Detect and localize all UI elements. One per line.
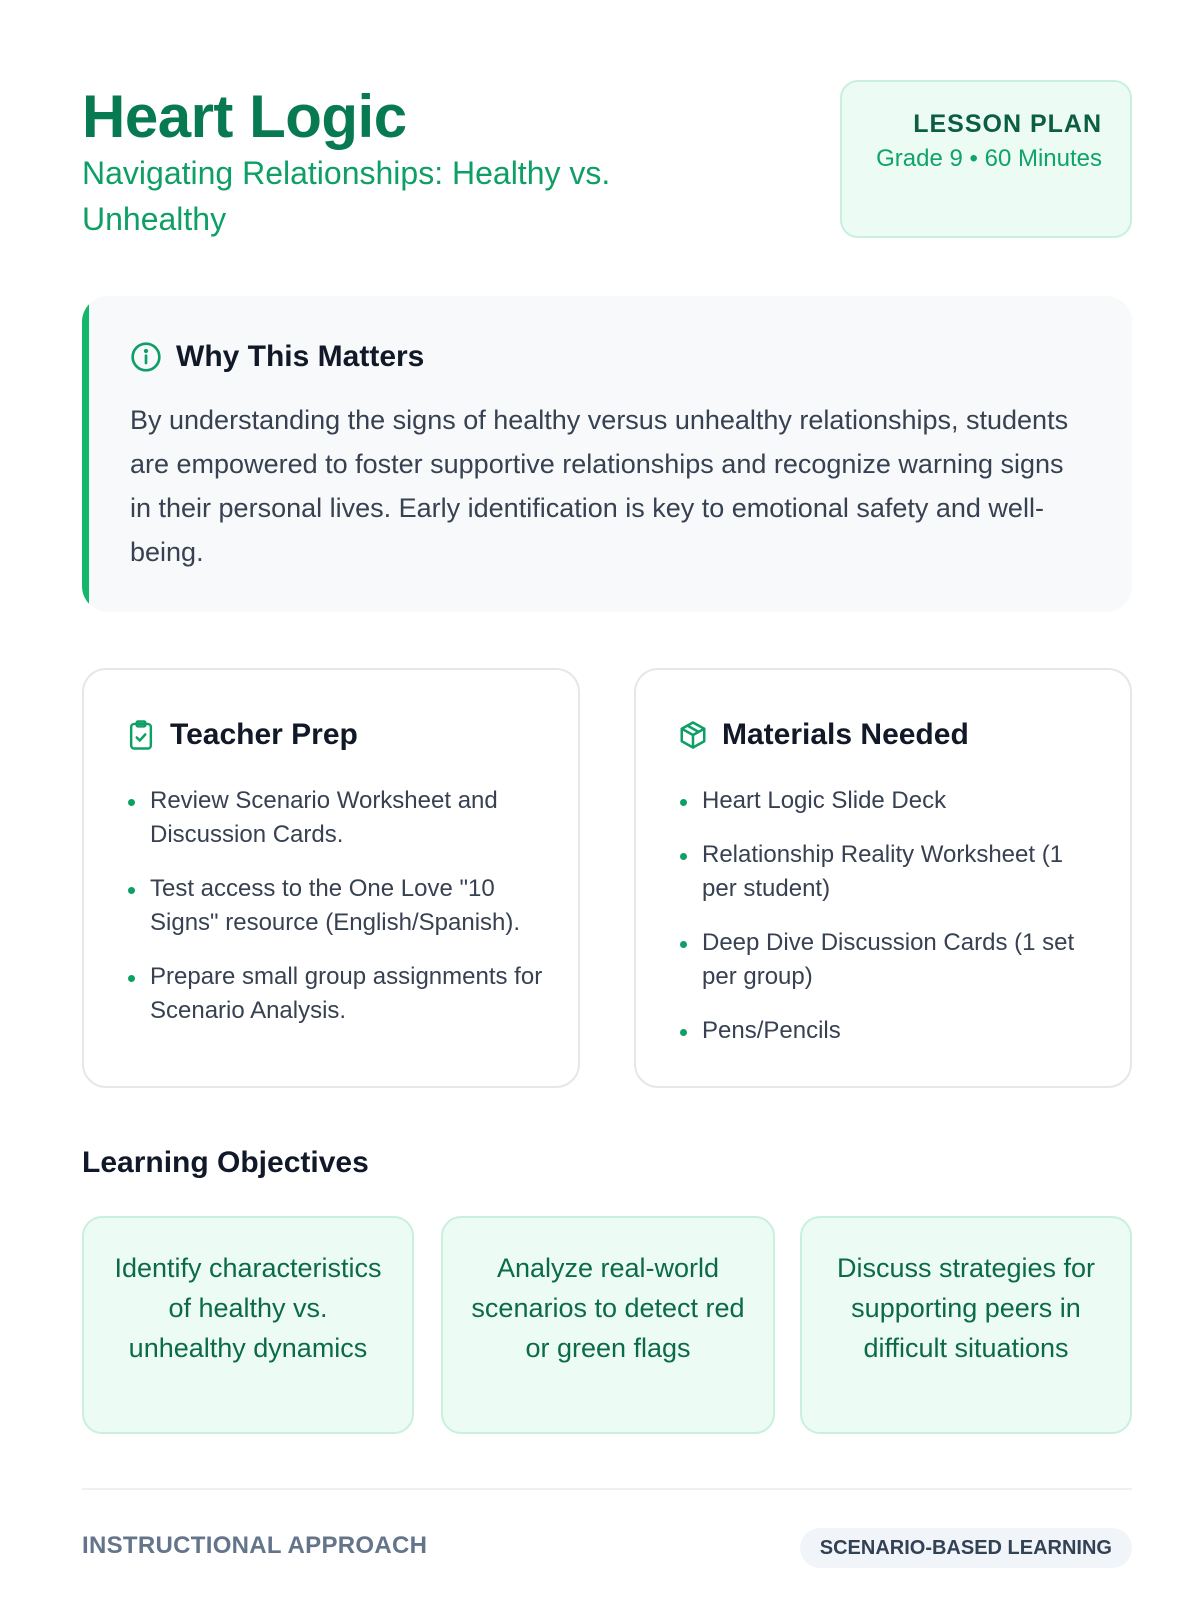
badge-title: LESSON PLAN — [913, 110, 1102, 138]
list-item: Test access to the One Love "10 Signs" resource (English/Spanish). — [126, 872, 546, 940]
lesson-plan-badge — [840, 80, 1132, 238]
teacher-prep-title: Teacher Prep — [170, 718, 358, 751]
why-header — [130, 340, 424, 374]
why-this-matters-panel — [82, 296, 1132, 612]
why-title: Why This Matters — [176, 340, 425, 373]
materials-needed-card — [634, 668, 1132, 1088]
why-text: By understanding the signs of healthy versus unhealthy relationships, students are empowered to foster supportive relationships and recognize warning signs in their personal lives. Early identification is key to emotional safety and well-being. — [130, 405, 1069, 567]
info-icon — [130, 341, 162, 373]
approach-pill: SCENARIO-BASED LEARNING — [800, 1528, 1132, 1568]
materials-title: Materials Needed — [722, 718, 969, 751]
teacher-prep-card — [82, 668, 580, 1088]
header — [82, 78, 1132, 248]
badge-detail: Grade 9 • 60 Minutes — [876, 145, 1102, 172]
divider — [82, 1488, 1132, 1490]
page-subtitle: Navigating Relationships: Healthy vs. Unhealthy — [82, 155, 611, 237]
materials-list — [678, 784, 1098, 1068]
materials-header — [678, 718, 969, 752]
list-item: Review Scenario Worksheet and Discussion Cards. — [126, 784, 546, 852]
teacher-prep-header — [126, 718, 358, 752]
learning-objectives-title: Learning Objectives — [82, 1146, 369, 1179]
list-item: Heart Logic Slide Deck — [678, 784, 1098, 818]
page-title: Heart Logic — [82, 83, 407, 150]
teacher-prep-list — [126, 784, 546, 1048]
list-item: Relationship Reality Worksheet (1 per student) — [678, 838, 1098, 906]
list-item: Prepare small group assignments for Scenario Analysis. — [126, 960, 546, 1028]
objective-card: Discuss strategies for supporting peers in difficult situations — [800, 1216, 1132, 1434]
list-item: Deep Dive Discussion Cards (1 set per group) — [678, 926, 1098, 994]
objective-card: Identify characteristics of healthy vs. unhealthy dynamics — [82, 1216, 414, 1434]
list-item: Pens/Pencils — [678, 1014, 1098, 1048]
clipboard-check-icon — [126, 719, 156, 751]
instructional-approach-label: INSTRUCTIONAL APPROACH — [82, 1532, 428, 1559]
box-icon — [678, 719, 708, 751]
objective-card: Analyze real-world scenarios to detect red or green flags — [441, 1216, 775, 1434]
